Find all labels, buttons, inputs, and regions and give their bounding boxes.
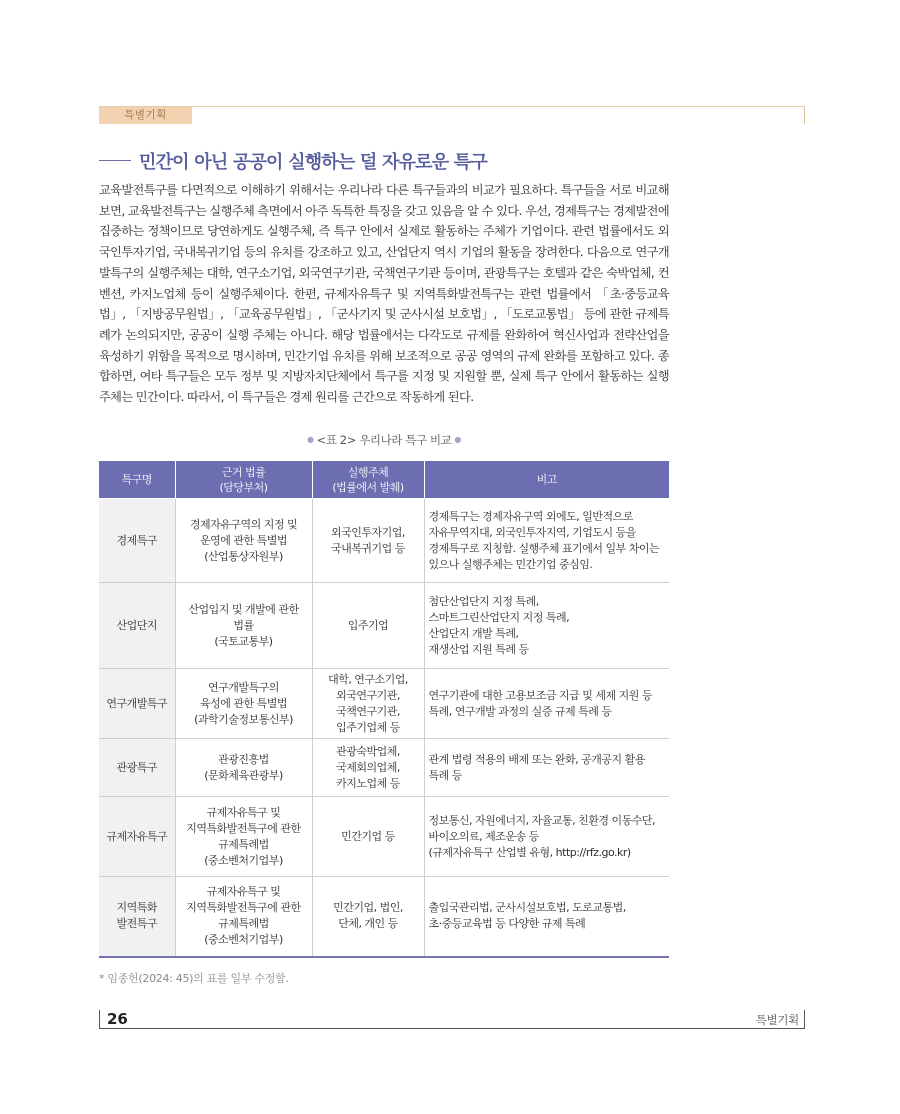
table-row [99, 669, 669, 739]
table-caption-text: <표 2> 우리나라 특구 비교 [316, 433, 452, 447]
section-heading: 민간이 아닌 공공이 실행하는 덜 자유로운 특구 [139, 152, 487, 173]
zone-name-cell: 지역특화 발전특구 [99, 877, 175, 957]
page-number: 26 [107, 1010, 128, 1028]
implementing-body-cell: 대학, 연구소기업, 외국연구기관, 국책연구기관, 입주기업체 등 [312, 669, 424, 739]
heading-decoration-line [99, 160, 131, 161]
remarks-cell: 정보통신, 자원에너지, 자율교통, 친환경 이동수단, 바이오의료, 제조운송 등 (규제자유특구 산업별 유형, http://rfz.go.kr) [424, 797, 669, 877]
table-footnote: * 임종헌(2024: 45)의 표를 일부 수정함. [99, 972, 289, 985]
special-zone-comparison-table [99, 461, 669, 958]
zone-name-cell: 관광특구 [99, 739, 175, 797]
remarks-cell: 연구기관에 대한 고용보조금 지급 및 세제 지원 등 특례, 연구개발 과정의 실증 규제 특례 등 [424, 669, 669, 739]
legal-basis-cell: 경제자유구역의 지정 및 운영에 관한 특별법 (산업통상자원부) [175, 499, 312, 583]
header-implementing-body: 실행주체 (법률에서 발췌) [312, 461, 424, 499]
table-row [99, 797, 669, 877]
remarks-cell: 관계 법령 적용의 배제 또는 완화, 공개공지 활용 특례 등 [424, 739, 669, 797]
footer-left-mark [99, 1010, 100, 1028]
footer-right-mark [804, 1010, 805, 1028]
legal-basis-cell: 관광진흥법 (문화체육관광부) [175, 739, 312, 797]
table-row [99, 877, 669, 957]
implementing-body-cell: 관광숙박업체, 국제회의업체, 카지노업체 등 [312, 739, 424, 797]
implementing-body-cell: 민간기업, 법인, 단체, 개인 등 [312, 877, 424, 957]
footer-rule [99, 1028, 805, 1029]
implementing-body-cell: 입주기업 [312, 583, 424, 669]
caption-bullet-left-icon: ● [307, 435, 314, 444]
footer-section-label: 특별기획 [755, 1013, 799, 1027]
zone-name-cell: 연구개발특구 [99, 669, 175, 739]
remarks-cell: 경제특구는 경제자유구역 외에도, 일반적으로 자유무역지대, 외국인투자지역, 기업도시 등을 경제특구로 지칭함. 실행주체 표기에서 일부 차이는 있으나 실행주체는 민간기업 중심임. [424, 499, 669, 583]
legal-basis-cell: 규제자유특구 및 지역특화발전특구에 관한 규제특례법 (중소벤처기업부) [175, 877, 312, 957]
legal-basis-cell: 산업입지 및 개발에 관한 법률 (국토교통부) [175, 583, 312, 669]
section-tag: 특별기획 [99, 107, 192, 124]
legal-basis-cell: 연구개발특구의 육성에 관한 특별법 (과학기술정보통신부) [175, 669, 312, 739]
header-rule [99, 106, 805, 107]
remarks-cell: 첨단산업단지 지정 특례, 스마트그린산업단지 지정 특례, 산업단지 개발 특례, 재생산업 지원 특례 등 [424, 583, 669, 669]
caption-bullet-right-icon: ● [454, 435, 461, 444]
table-header-row [99, 461, 669, 499]
legal-basis-cell: 규제자유특구 및 지역특화발전특구에 관한 규제특례법 (중소벤처기업부) [175, 797, 312, 877]
body-paragraph: 교육발전특구를 다면적으로 이해하기 위해서는 우리나라 다른 특구들과의 비교가 필요하다. 특구들을 서로 비교해보면, 교육발전특구는 실행주체 측면에서 아주 독특한 특징을 갖고 있음을 알 수 있다. 우선, 경제특구는 경제발전에 집중하는 정책이므로 당연하게도 실행주체, 즉 특구 안에서 실제로 활동하는 주체가 기업이다. 관련 법률에서도 외국인투자기업, 국내복귀기업 등의 유치를 강조하고 있고, 산업단지 역시 기업의 활동을 장려한다. 다음으로 연구개발특구의 실행주체는 대학, 연구소기업, 외국연구기관, 국책연구기관 등이며, 관광특구는 호텔과 같은 숙박업체, 컨벤션, 카지노업체 등이 실행주체이다. 한편, 규제자유특구 및 지역특화발전특구는 관련 법률에서 「초·중등교육법」, 「지방공무원법」, 「교육공무원법」, 「군사기지 및 군사시설 보호법」, 「도로교통법」 등에 관한 규제특례가 논의되지만, 공공이 실행 주체는 아니다. 해당 법률에서는 다각도로 규제를 완화하여 혁신사업과 전략산업을 육성하기 위함을 목적으로 명시하며, 민간기업 유치를 위해 보조적으로 공공 영역의 규제 완화를 포함하고 있다. 종합하면, 여타 특구들은 모두 정부 및 지방자치단체에서 특구를 지정 및 지원할 뿐, 실제 특구 안에서 활동하는 실행주체는 민간이다. 따라서, 이 특구들은 경제 원리를 근간으로 작동하게 된다. [99, 183, 669, 405]
zone-name-cell: 경제특구 [99, 499, 175, 583]
remarks-cell: 출입국관리법, 군사시설보호법, 도로교통법, 초·중등교육법 등 다양한 규제 특례 [424, 877, 669, 957]
table-row [99, 583, 669, 669]
implementing-body-cell: 민간기업 등 [312, 797, 424, 877]
header-legal-basis: 근거 법률 (담당부처) [175, 461, 312, 499]
table-row [99, 739, 669, 797]
header-zone-name: 특구명 [99, 461, 175, 499]
header-remarks: 비고 [424, 461, 669, 499]
table-caption [99, 432, 669, 448]
zone-name-cell: 규제자유특구 [99, 797, 175, 877]
header-rule-end [804, 106, 805, 124]
table-row [99, 499, 669, 583]
implementing-body-cell: 외국인투자기업, 국내복귀기업 등 [312, 499, 424, 583]
zone-name-cell: 산업단지 [99, 583, 175, 669]
